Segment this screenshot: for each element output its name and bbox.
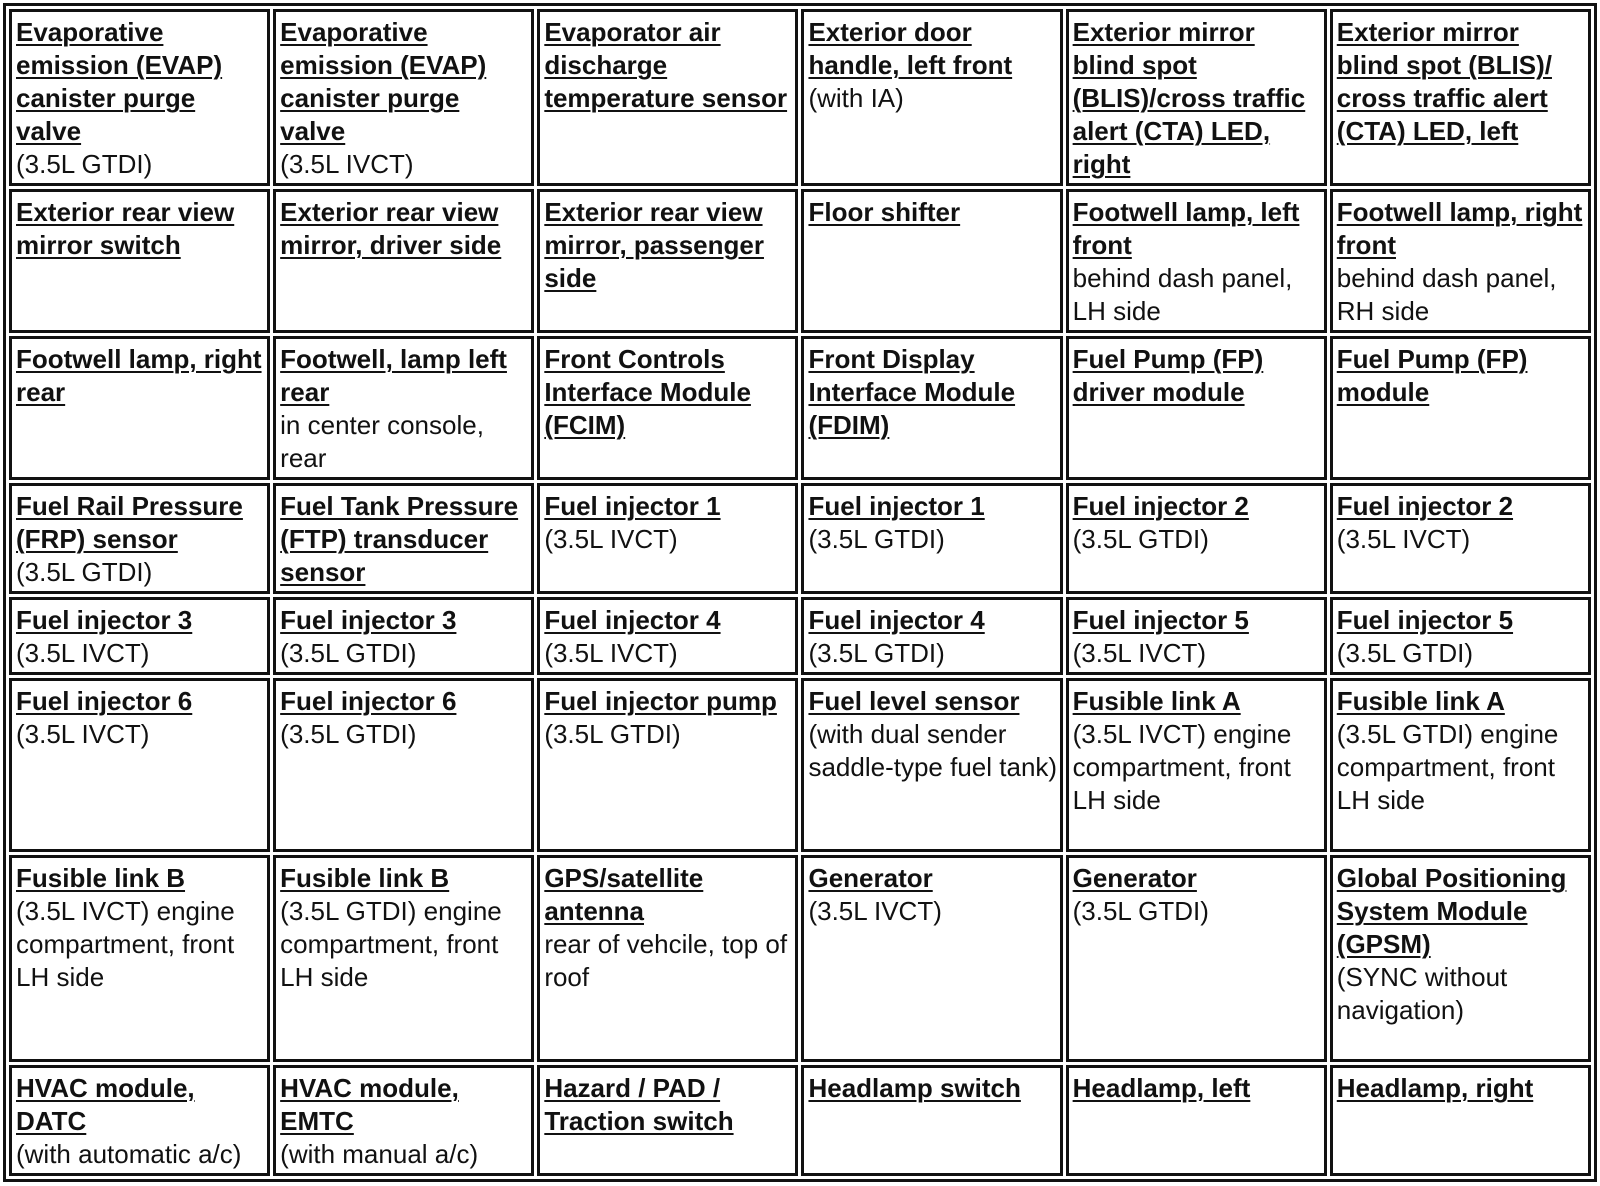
component-link[interactable]: Footwell lamp, right rear xyxy=(16,344,262,407)
component-note: (3.5L IVCT) xyxy=(544,638,678,668)
component-link[interactable]: Exterior rear view mirror switch xyxy=(16,197,235,260)
table-cell xyxy=(9,189,270,333)
table-cell xyxy=(273,189,534,333)
component-link[interactable]: Front Controls Interface Module (FCIM) xyxy=(544,344,751,440)
component-link[interactable]: Evaporative emission (EVAP) canister purge valve xyxy=(16,17,223,146)
component-note: (3.5L GTDI) xyxy=(808,638,945,668)
component-note: behind dash panel, LH side xyxy=(1072,263,1293,326)
component-link[interactable]: Fuel injector 3 xyxy=(16,605,193,635)
component-link[interactable]: Fuel injector pump xyxy=(544,686,777,716)
component-link[interactable]: Fusible link B xyxy=(16,863,186,893)
component-note: (3.5L IVCT) xyxy=(544,524,678,554)
table-cell xyxy=(801,1065,1062,1176)
component-link[interactable]: Fuel injector 5 xyxy=(1336,605,1514,635)
table-cell xyxy=(801,855,1062,1062)
table-cell xyxy=(801,336,1062,480)
component-link[interactable]: Headlamp, right xyxy=(1336,1073,1534,1103)
component-link[interactable]: Footwell lamp, right front xyxy=(1336,197,1583,260)
component-note: (with automatic a/c) xyxy=(16,1139,242,1169)
component-link[interactable]: Fusible link B xyxy=(280,863,450,893)
component-link[interactable]: Fuel Pump (FP) driver module xyxy=(1072,344,1264,407)
table-cell xyxy=(1330,855,1591,1062)
table-cell xyxy=(273,855,534,1062)
table-cell xyxy=(1330,483,1591,594)
component-link[interactable]: Fuel injector 1 xyxy=(544,491,721,521)
table-cell xyxy=(537,9,798,186)
table-cell xyxy=(9,597,270,675)
component-link[interactable]: Evaporative emission (EVAP) canister purge valve xyxy=(280,17,487,146)
table-cell xyxy=(1066,678,1327,852)
component-link[interactable]: Headlamp, left xyxy=(1072,1073,1251,1103)
component-link[interactable]: GPS/satellite antenna xyxy=(544,863,704,926)
table-cell xyxy=(273,597,534,675)
component-link[interactable]: Headlamp switch xyxy=(808,1073,1021,1103)
component-note: (3.5L IVCT) xyxy=(1072,638,1207,668)
table-cell xyxy=(537,597,798,675)
table-cell xyxy=(273,9,534,186)
table-cell xyxy=(1330,9,1591,186)
component-note: (3.5L IVCT) xyxy=(280,149,414,179)
component-note: (3.5L IVCT) xyxy=(16,719,150,749)
table-cell xyxy=(1066,597,1327,675)
table-cell xyxy=(1066,9,1327,186)
table-cell xyxy=(801,597,1062,675)
component-note: in center console, rear xyxy=(280,410,484,473)
table-cell xyxy=(801,678,1062,852)
component-note: (3.5L GTDI) xyxy=(16,149,153,179)
table-row xyxy=(9,678,1591,852)
table-cell xyxy=(801,483,1062,594)
component-link[interactable]: Footwell, lamp left rear xyxy=(280,344,507,407)
component-note: (3.5L IVCT) xyxy=(808,896,942,926)
table-cell xyxy=(1066,483,1327,594)
component-note: (3.5L GTDI) xyxy=(280,719,417,749)
table-cell xyxy=(537,855,798,1062)
table-row xyxy=(9,189,1591,333)
component-note: (3.5L GTDI) xyxy=(1336,638,1474,668)
table-cell xyxy=(537,1065,798,1176)
table-cell xyxy=(537,678,798,852)
component-note: rear of vehcile, top of roof xyxy=(544,929,788,992)
table-cell xyxy=(9,855,270,1062)
component-link[interactable]: Footwell lamp, left front xyxy=(1072,197,1300,260)
component-note: (3.5L IVCT) engine compartment, front LH side xyxy=(16,896,235,992)
table-row xyxy=(9,336,1591,480)
table-cell xyxy=(1330,597,1591,675)
component-link[interactable]: Exterior mirror blind spot (BLIS)/cross traffic alert (CTA) LED, right xyxy=(1072,17,1306,179)
table-cell xyxy=(273,678,534,852)
table-cell xyxy=(9,9,270,186)
component-link[interactable]: Fuel injector 2 xyxy=(1072,491,1249,521)
table-row xyxy=(9,9,1591,186)
component-link[interactable]: Generator xyxy=(808,863,933,893)
component-link[interactable]: Evaporator air discharge temperature sensor xyxy=(544,17,788,113)
component-note: (3.5L GTDI) xyxy=(16,557,153,587)
component-note: (3.5L GTDI) xyxy=(544,719,681,749)
component-note: (3.5L GTDI) xyxy=(1072,524,1209,554)
component-link[interactable]: Fuel level sensor xyxy=(808,686,1020,716)
component-note: (3.5L IVCT) xyxy=(1336,524,1471,554)
component-link[interactable]: Exterior rear view mirror, passenger side xyxy=(544,197,764,293)
table-cell xyxy=(1330,189,1591,333)
component-link[interactable]: Exterior rear view mirror, driver side xyxy=(280,197,502,260)
table-cell xyxy=(537,483,798,594)
table-cell xyxy=(273,336,534,480)
component-link[interactable]: Global Positioning System Module (GPSM) xyxy=(1336,863,1567,959)
table-cell xyxy=(1330,678,1591,852)
component-note: (3.5L GTDI) engine compartment, front LH side xyxy=(1336,719,1559,815)
component-link[interactable]: Exterior door handle, left front xyxy=(808,17,1013,80)
table-cell xyxy=(801,9,1062,186)
table-cell xyxy=(273,483,534,594)
table-row xyxy=(9,855,1591,1062)
component-note: (3.5L GTDI) xyxy=(1072,896,1209,926)
table-cell xyxy=(537,189,798,333)
component-link[interactable]: Front Display Interface Module (FDIM) xyxy=(808,344,1016,440)
component-link[interactable]: Fuel injector 5 xyxy=(1072,605,1249,635)
component-link[interactable]: Fuel injector 6 xyxy=(280,686,457,716)
table-row xyxy=(9,1065,1591,1176)
table-cell xyxy=(9,336,270,480)
component-link[interactable]: Floor shifter xyxy=(808,197,961,227)
component-note: (SYNC without navigation) xyxy=(1336,962,1508,1025)
table-cell xyxy=(801,189,1062,333)
component-link[interactable]: HVAC module, EMTC xyxy=(280,1073,459,1136)
component-link[interactable]: Fusible link A xyxy=(1336,686,1505,716)
component-link[interactable]: Fuel injector 1 xyxy=(808,491,985,521)
table-cell xyxy=(1066,1065,1327,1176)
component-link[interactable]: Hazard / PAD / Traction switch xyxy=(544,1073,734,1136)
component-note: (with dual sender saddle-type fuel tank) xyxy=(808,719,1058,782)
component-note: (3.5L GTDI) xyxy=(808,524,945,554)
component-note: (3.5L GTDI) xyxy=(280,638,417,668)
table-cell xyxy=(9,678,270,852)
component-note: (3.5L IVCT) xyxy=(16,638,150,668)
component-link[interactable]: Fuel Rail Pressure (FRP) sensor xyxy=(16,491,243,554)
component-note: (with IA) xyxy=(808,83,904,113)
component-link[interactable]: Fuel injector 2 xyxy=(1336,491,1514,521)
table-cell xyxy=(273,1065,534,1176)
table-cell xyxy=(1066,189,1327,333)
table-cell xyxy=(9,483,270,594)
component-link[interactable]: Fuel Tank Pressure (FTP) transducer sensor xyxy=(280,491,519,587)
table-cell xyxy=(1066,336,1327,480)
component-link[interactable]: Fuel injector 6 xyxy=(16,686,193,716)
component-link[interactable]: Fuel injector 3 xyxy=(280,605,457,635)
table-row xyxy=(9,483,1591,594)
component-link[interactable]: HVAC module, DATC xyxy=(16,1073,195,1136)
table-cell xyxy=(9,1065,270,1176)
component-link[interactable]: Fuel Pump (FP) module xyxy=(1336,344,1528,407)
component-note: (with manual a/c) xyxy=(280,1139,479,1169)
component-link[interactable]: Fuel injector 4 xyxy=(544,605,721,635)
component-link[interactable]: Fusible link A xyxy=(1072,686,1241,716)
component-location-table xyxy=(3,3,1597,1182)
component-link[interactable]: Fuel injector 4 xyxy=(808,605,985,635)
component-note: behind dash panel, RH side xyxy=(1336,263,1557,326)
component-link[interactable]: Generator xyxy=(1072,863,1197,893)
table-cell xyxy=(1330,1065,1591,1176)
table-cell xyxy=(1066,855,1327,1062)
component-link[interactable]: Exterior mirror blind spot (BLIS)/ cross traffic alert (CTA) LED, left xyxy=(1336,17,1552,146)
component-note: (3.5L IVCT) engine compartment, front LH side xyxy=(1072,719,1292,815)
component-note: (3.5L GTDI) engine compartment, front LH side xyxy=(280,896,502,992)
table-cell xyxy=(1330,336,1591,480)
table-row xyxy=(9,597,1591,675)
table-cell xyxy=(537,336,798,480)
